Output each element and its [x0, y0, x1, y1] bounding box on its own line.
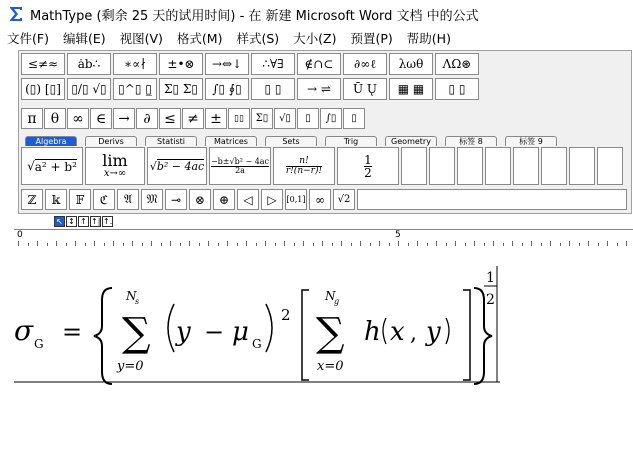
- tensor-symbol-button[interactable]: ⊗: [189, 189, 211, 210]
- fraction-radical-templates-button[interactable]: ▯/▯ √▯: [67, 78, 111, 100]
- sigma-subscript: G: [34, 337, 44, 351]
- ruler-tick: [351, 243, 352, 246]
- menu-preferences[interactable]: 预置(P): [350, 31, 393, 46]
- ruler-tick: [151, 241, 152, 246]
- tab-trig[interactable]: Trig: [325, 136, 377, 146]
- window-title: MathType (剩余 25 天的试用时间) - 在 新建 Microsoft Word 文档 中的公式: [30, 8, 479, 24]
- radical-icon: √: [149, 159, 157, 173]
- template-combination-den: r!(n−r)!: [285, 165, 323, 176]
- pi-symbol-button[interactable]: π: [21, 108, 43, 129]
- mu-subscript: G: [252, 337, 262, 351]
- less-equal-symbol-button[interactable]: ≤: [159, 108, 181, 129]
- multimap-symbol-button[interactable]: ⊸: [165, 189, 187, 210]
- alignment-tab-stop-icon[interactable]: ↑.: [103, 217, 113, 226]
- ruler-tick: [322, 241, 323, 246]
- ruler-tick: [389, 243, 390, 246]
- exponent-denominator: 2: [486, 292, 495, 308]
- right-tab-stop-icon[interactable]: ↑: [78, 216, 89, 227]
- left-bracket: [302, 290, 309, 380]
- sum1-lower-limit: y=0: [117, 359, 144, 374]
- subscript-superscript-templates-button[interactable]: ▯^▯ ▯̲: [113, 78, 157, 100]
- ruler-tick: [446, 243, 447, 246]
- labeled-arrow-templates-button[interactable]: → ⇌: [297, 78, 341, 100]
- ruler-tick: [47, 243, 48, 246]
- ruler-tick: [37, 241, 38, 246]
- ruler-tick: [398, 241, 399, 246]
- ruler-tick: [522, 243, 523, 246]
- ruler-tick: [379, 241, 380, 246]
- embellishments-button[interactable]: ∗∝∤: [113, 53, 157, 75]
- ruler-tick: [408, 243, 409, 246]
- ruler-tick: [617, 243, 618, 246]
- sum1-upper-limit: N: [126, 289, 137, 303]
- template-sqrt-discriminant[interactable]: [147, 147, 207, 185]
- template-limit[interactable]: [85, 147, 145, 185]
- template-empty-slot-2[interactable]: [429, 147, 455, 185]
- sum-template-button[interactable]: Σ▯: [251, 108, 273, 129]
- ruler-tick: [199, 243, 200, 246]
- ruler-tick: [180, 243, 181, 246]
- menu-help[interactable]: 帮助(H): [406, 31, 451, 46]
- fraktur-a-symbol-button[interactable]: 𝔄: [117, 189, 139, 210]
- ruler-tick: [18, 241, 19, 246]
- equals-sign: =: [62, 318, 83, 346]
- ruler-tick: [579, 243, 580, 246]
- infinity-symbol-button[interactable]: ∞: [67, 108, 89, 129]
- template-tab-strip: [25, 136, 565, 146]
- menu-size[interactable]: 大小(Z): [293, 31, 337, 46]
- fence-templates-button[interactable]: (▯) [▯]: [21, 78, 65, 100]
- ruler-tick: [104, 243, 105, 246]
- ruler-tick: [313, 243, 314, 246]
- tab-derivs[interactable]: Derivs: [85, 136, 137, 146]
- spaces-ellipses-button[interactable]: ȧb∴: [67, 53, 111, 75]
- equation-editor[interactable]: [0, 248, 633, 453]
- template-half-num: 1: [364, 152, 372, 167]
- template-empty-slot-8[interactable]: [597, 147, 623, 185]
- sum2-upper-limit: N: [325, 289, 336, 303]
- ruler-tick: [132, 241, 133, 246]
- mathtype-app-icon: [8, 6, 24, 22]
- ruler-tick: [626, 241, 627, 246]
- template-quadratic-den: 2a: [235, 165, 245, 175]
- ruler-tick: [531, 241, 532, 246]
- sum2-lower-limit: x=0: [317, 359, 344, 374]
- ruler-tick: [170, 241, 171, 246]
- sum2-upper-limit-sub: g: [334, 297, 340, 306]
- matrix-templates-button[interactable]: ▦ ▦: [389, 78, 433, 100]
- variable-y: y: [176, 317, 191, 347]
- ruler-tick: [598, 243, 599, 246]
- ruler-tick: [455, 241, 456, 246]
- template-palette-row-2: [21, 78, 481, 100]
- logical-symbols-button[interactable]: ∴∀∃: [251, 53, 295, 75]
- ruler-tick: [75, 241, 76, 246]
- left-paren: [168, 304, 174, 352]
- ruler-tick: [237, 243, 238, 246]
- bar-templates-button[interactable]: ▯ ▯: [251, 78, 295, 100]
- tab-sets[interactable]: Sets: [265, 136, 317, 146]
- set-theory-symbols-button[interactable]: ∉∩⊂: [297, 53, 341, 75]
- template-quadratic-num: −b±√b² − 4ac: [210, 156, 270, 166]
- tab-matrices[interactable]: Matrices: [205, 136, 257, 146]
- empty-symbol-slot[interactable]: [357, 189, 627, 210]
- ruler-tick: [28, 243, 29, 246]
- ruler-tick: [588, 241, 589, 246]
- template-empty-slot-5[interactable]: [513, 147, 539, 185]
- template-empty-slot-1[interactable]: [401, 147, 427, 185]
- tab-geometry[interactable]: Geometry: [385, 136, 437, 146]
- template-quadratic-formula[interactable]: [209, 147, 271, 185]
- ruler-tick: [370, 243, 371, 246]
- integral-template-button[interactable]: ∫▯: [320, 108, 342, 129]
- relational-symbols-button[interactable]: ≤≠≈: [21, 53, 65, 75]
- ruler-tick: [161, 243, 162, 246]
- variable-y-2: y: [426, 317, 441, 347]
- field-symbol-button[interactable]: 𝔽: [69, 189, 91, 210]
- template-sqrt-discriminant-radicand: b² − 4ac: [156, 160, 205, 173]
- ruler-tick: [56, 241, 57, 246]
- small-symbol-bar: [21, 108, 366, 129]
- h-left-paren: [383, 318, 386, 344]
- equation-canvas: [0, 248, 633, 453]
- ruler-tick: [142, 243, 143, 246]
- ruler-tick: [275, 243, 276, 246]
- ruler-tick: [465, 243, 466, 246]
- summation-sign-1: ∑: [122, 310, 151, 356]
- menu-view[interactable]: 视图(V): [119, 31, 163, 46]
- ruler-tick: [427, 243, 428, 246]
- ruler-mark-zero: 0: [17, 230, 23, 240]
- ruler-tick: [294, 243, 295, 246]
- operator-symbols-button[interactable]: ±•⊗: [159, 53, 203, 75]
- decimal-tab-stop-icon[interactable]: ↑|: [91, 217, 101, 226]
- plus-minus-symbol-button[interactable]: ±: [205, 108, 227, 129]
- integers-symbol-button[interactable]: ℤ: [21, 189, 43, 210]
- not-equal-symbol-button[interactable]: ≠: [182, 108, 204, 129]
- ruler-tick: [332, 243, 333, 246]
- greek-uppercase-button[interactable]: ΛΩ⊛: [435, 53, 479, 75]
- ruler-tick: [218, 243, 219, 246]
- template-half-den: 2: [364, 165, 372, 180]
- template-combination[interactable]: [273, 147, 335, 185]
- sqrt-template-button[interactable]: √▯: [274, 108, 296, 129]
- ruler-tick: [607, 241, 608, 246]
- ruler-tick: [436, 241, 437, 246]
- square-exponent: 2: [281, 306, 291, 324]
- menu-file[interactable]: 文件(F): [7, 31, 49, 46]
- template-one-half[interactable]: [337, 147, 399, 185]
- template-empty-slot-6[interactable]: [541, 147, 567, 185]
- ruler-tick: [550, 241, 551, 246]
- ruler-tick: [303, 241, 304, 246]
- h-right-paren: [446, 318, 449, 344]
- template-sqrt-sum[interactable]: [21, 147, 83, 185]
- ruler-tick: [113, 241, 114, 246]
- tab-stop-selector: [54, 216, 114, 227]
- small-symbol-bar-bottom: [21, 189, 629, 210]
- variable-x: x: [390, 317, 405, 347]
- comma: ,: [410, 321, 417, 346]
- ruler-tick: [227, 241, 228, 246]
- left-triangle-symbol-button[interactable]: ◁: [237, 189, 259, 210]
- element-of-symbol-button[interactable]: ∈: [90, 108, 112, 129]
- summation-templates-button[interactable]: Σ▯ Σ▯: [159, 78, 203, 100]
- sigma-symbol: σ: [14, 314, 34, 347]
- template-sqrt-sum-radicand: a² + b²: [34, 159, 77, 174]
- paren-template-button[interactable]: ▯▯: [228, 108, 250, 129]
- algebra-templates: [21, 147, 625, 185]
- complex-fraktur-symbol-button[interactable]: ℭ: [93, 189, 115, 210]
- right-bracket: [463, 290, 470, 380]
- sqrt2-button[interactable]: √2: [333, 189, 355, 210]
- ruler-tick: [284, 241, 285, 246]
- tab-algebra[interactable]: Algebra: [25, 136, 77, 146]
- ruler-tick: [512, 241, 513, 246]
- ruler[interactable]: [14, 229, 633, 249]
- tab-label-9[interactable]: 标签 9: [505, 136, 557, 146]
- mu-symbol: μ: [232, 317, 249, 347]
- arrow-symbol-button[interactable]: →: [113, 108, 135, 129]
- ruler-mark-five: 5: [395, 230, 401, 240]
- template-empty-slot-4[interactable]: [485, 147, 511, 185]
- ruler-tick: [85, 243, 86, 246]
- menu-format[interactable]: 格式(M): [176, 31, 223, 46]
- template-limit-word: lim: [102, 151, 128, 170]
- ruler-tick: [541, 243, 542, 246]
- left-brace: [94, 288, 112, 384]
- math-toolbar: [18, 50, 632, 214]
- ruler-tick: [123, 243, 124, 246]
- ruler-tick: [256, 243, 257, 246]
- template-limit-under: x→∞: [103, 168, 127, 179]
- box-templates-button[interactable]: ▯ ▯: [435, 78, 479, 100]
- integral-templates-button[interactable]: ∫▯ ∮▯: [205, 78, 249, 100]
- ruler-tick: [208, 241, 209, 246]
- symbol-palette-row-1: [21, 53, 481, 75]
- exponent-numerator: 1: [486, 270, 495, 286]
- menu-style[interactable]: 样式(S): [236, 31, 280, 46]
- ruler-tick: [474, 241, 475, 246]
- fraktur-m-symbol-button[interactable]: 𝔐: [141, 189, 163, 210]
- function-h: h: [364, 317, 381, 347]
- menu-edit[interactable]: 编辑(E): [62, 31, 106, 46]
- template-empty-slot-3[interactable]: [457, 147, 483, 185]
- ruler-tick: [246, 241, 247, 246]
- ruler-tick: [341, 241, 342, 246]
- ruler-tick: [94, 241, 95, 246]
- title-bar: [0, 0, 633, 28]
- unit-interval-button[interactable]: [0,1]: [285, 189, 307, 210]
- right-paren: [266, 304, 272, 352]
- ruler-tick: [417, 241, 418, 246]
- ruler-tick: [493, 241, 494, 246]
- product-set-templates-button[interactable]: Ū Ų: [343, 78, 387, 100]
- right-triangle-symbol-button[interactable]: ▷: [261, 189, 283, 210]
- radical-icon: √: [27, 159, 35, 173]
- tab-label-8[interactable]: 标签 8: [445, 136, 497, 146]
- ruler-tick: [569, 241, 570, 246]
- left-tab-stop-icon[interactable]: ↖: [54, 216, 65, 227]
- misc-symbols-button[interactable]: ∂∞ℓ: [343, 53, 387, 75]
- infinity-small-button[interactable]: ∞: [309, 189, 331, 210]
- ruler-tick: [484, 243, 485, 246]
- ruler-tick: [66, 243, 67, 246]
- partial-symbol-button[interactable]: ∂: [136, 108, 158, 129]
- template-empty-slot-7[interactable]: [569, 147, 595, 185]
- theta-symbol-button[interactable]: θ: [44, 108, 66, 129]
- k-symbol-button[interactable]: 𝕜: [45, 189, 67, 210]
- tab-statistics[interactable]: Statisti: [145, 136, 197, 146]
- direct-sum-symbol-button[interactable]: ⊕: [213, 189, 235, 210]
- greek-lowercase-button[interactable]: λωθ: [389, 53, 433, 75]
- superscript-template-button[interactable]: ▯: [297, 108, 319, 129]
- center-tab-stop-icon[interactable]: ↕: [66, 216, 77, 227]
- ruler-tick: [189, 241, 190, 246]
- summation-sign-2: ∑: [316, 310, 345, 356]
- box-template-button[interactable]: ▯: [343, 108, 365, 129]
- sum1-upper-limit-sub: s: [135, 297, 140, 306]
- minus-sign: −: [204, 318, 225, 346]
- ruler-tick: [360, 241, 361, 246]
- ruler-tick: [503, 243, 504, 246]
- template-combination-num: n!: [299, 155, 309, 166]
- arrow-symbols-button[interactable]: →⇔↓: [205, 53, 249, 75]
- ruler-tick: [265, 241, 266, 246]
- menu-bar: [0, 28, 633, 48]
- ruler-tick: [560, 243, 561, 246]
